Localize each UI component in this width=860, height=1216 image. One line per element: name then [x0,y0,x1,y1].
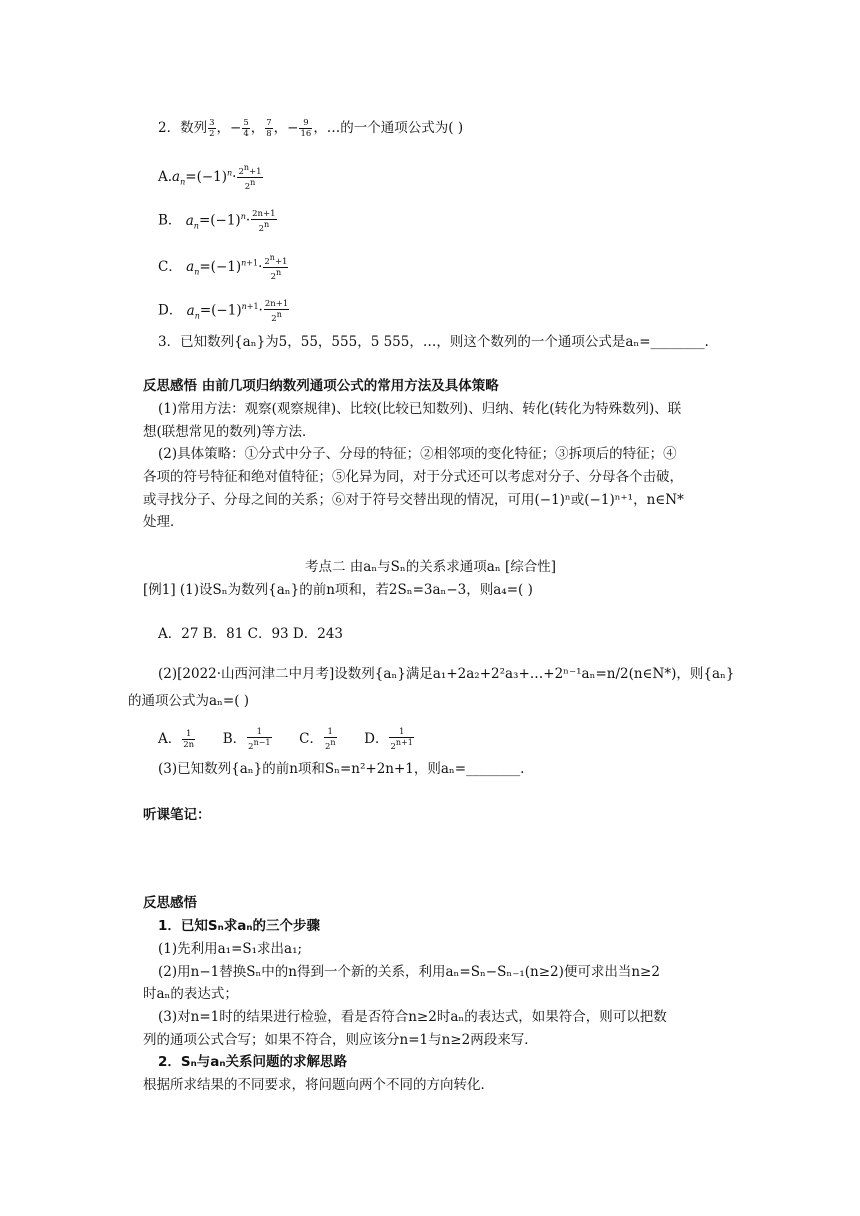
reflect-2-s1-l1: (1)先利用a₁=S₁求出a₁; [158,941,303,957]
reflect-1-p2-l1: (2)具体策略：①分式中分子、分母的特征；②相邻项的变化特征；③拆项后的特征；④ [158,446,677,462]
reflect-2-s1-l5: 列的通项公式合写；如果不符合，则应该分n=1与n≥2两段来写． [143,1032,538,1048]
example-1-q3: (3)已知数列{aₙ}的前n项和Sₙ=n²+2n+1，则aₙ=________. [158,761,525,777]
reflect-2-s1-l3: 时aₙ的表达式； [143,986,238,1002]
ex1-q2-option-b: B． $\frac{1}{2^{n-1}}$ [222,727,271,752]
q2-frac-3: $\frac{7}{8}$ [266,118,272,139]
question-3: 3．已知数列{aₙ}为5，55，555，5 555，…，则这个数列的一个通项公式是aₙ=________. [158,334,709,350]
reflect-1-p1-l1: (1)常用方法：观察(观察规律)、比较(比较已知数列)、归纳、转化(转化为特殊数列)、联 [158,401,682,417]
q2-option-d-label: D． [158,302,183,319]
reflect-2-s2-title: 2．Sₙ与aₙ关系问题的求解思路 [158,1054,348,1070]
reflect-2-s1-l4: (3)对n=1时的结果进行检验，看是否符合n≥2时aₙ的表达式，如果符合，则可以把数 [158,1009,667,1025]
reflect-2-s1-l2: (2)用n−1替换Sₙ中的n得到一个新的关系，利用aₙ=Sₙ−Sₙ₋₁(n≥2)便可求出当n≥2 [158,964,660,980]
example-1-q2-options [158,727,415,752]
q2-option-b: B． $a_n=(-1)^n\cdot$ $\frac{2n+1}{2^n}$ [158,208,276,234]
reflect-2-s2-l1: 根据所求结果的不同要求，将问题向两个不同的方向转化． [143,1077,494,1093]
notes-label: 听课笔记： [143,807,211,823]
q2-frac-1: $\frac{3}{2}$ [209,118,215,139]
q2-option-a: $A.a_n=(-1)^n\cdot$ $\frac{2^n+1}{2^n}$ [158,163,262,192]
q2-suffix: ，…的一个通项公式为( ) [313,120,464,136]
q2-option-a-label: A. [158,168,173,185]
q2-frac-4: $\frac{9}{16}$ [300,118,312,139]
example-1-q2-l1: (2)[2022·山西河津二中月考]设数列{aₙ}满足a₁+2a₂+2²a₃+…+2ⁿ⁻¹aₙ=n/2(n∈N*)，则{aₙ} [158,666,735,682]
question-2-stem: 2．数列 $\frac{3}{2}$ ，− $\frac{5}{4}$ ， $\frac{7}{8}$ ，− $\frac{9}{16}$ ，…的一个通项公式为( ) [158,118,464,139]
q2-option-c: C． $a_n=(-1)^{n+1}\cdot$ $\frac{2^n+1}{2^n}$ [158,253,288,282]
q2-frac-2: $\frac{5}{4}$ [243,118,249,139]
reflect-2-s1-title: 1．已知Sₙ求aₙ的三个步骤 [158,918,321,934]
reflect-2-heading: 反思感悟 [143,895,197,911]
ex1-q2-option-a: A． $\frac{1}{2n}$ [158,728,195,750]
ex1-q2-option-d: D． $\frac{1}{2^{n+1}}$ [364,727,413,752]
example-1-q1: [例1] (1)设Sₙ为数列{aₙ}的前n项和，若2Sₙ=3aₙ−3，则a₄=( ) [143,582,533,598]
q2-option-d: D． $a_n=(-1)^{n+1}\cdot$ $\frac{2n+1}{2^n}$ [158,298,289,324]
q2-prefix: 2．数列 [158,120,208,136]
q2-option-c-label: C． [158,258,182,275]
example-1-q2-l2: 的通项公式为aₙ=( ) [128,693,250,709]
section-2-title: 考点二 由aₙ与Sₙ的关系求通项aₙ [综合性] [305,559,556,575]
reflect-1-p2-l4: 处理． [143,514,184,530]
reflect-1-heading: 反思感悟 由前几项归纳数列通项公式的常用方法及具体策略 [143,378,499,394]
example-1-q1-options: A．27 B．81 C．93 D．243 [158,626,343,642]
ex1-q2-option-c: C． $\frac{1}{2^n}$ [299,727,336,752]
reflect-1-p2-l2: 各项的符号特征和绝对值特征；⑤化异为同，对于分式还可以考虑对分子、分母各个击破， [143,469,683,485]
reflect-1-p1-l2: 想(联想常见的数列)等方法． [143,424,316,440]
q2-option-b-label: B． [158,212,182,229]
reflect-1-p2-l3: 或寻找分子、分母之间的关系；⑥对于符号交替出现的情况，可用(−1)ⁿ或(−1)ⁿ⁺¹，n∈N* [143,492,684,508]
